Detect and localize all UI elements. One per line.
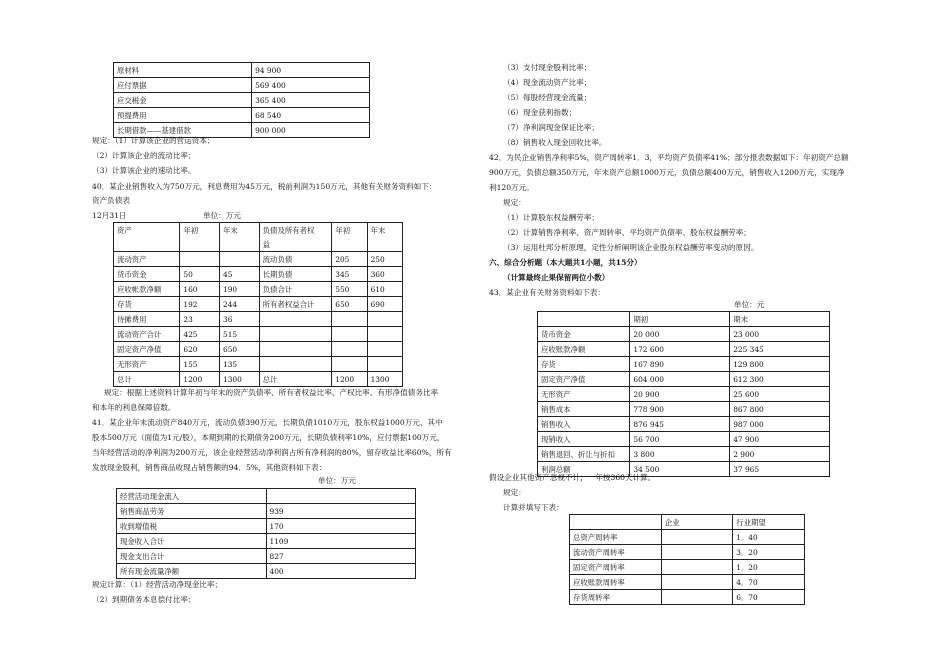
bs-row-cell xyxy=(367,342,402,357)
bs-row-cell: 应收帐款净额 xyxy=(114,282,180,297)
materials-row-cell: 569 400 xyxy=(252,78,370,93)
financial-row-cell: 无形资产 xyxy=(538,387,630,402)
bs-row xyxy=(114,372,403,387)
turnover-row-cell xyxy=(661,575,732,590)
turnover-row-cell: 存货周转率 xyxy=(570,590,662,605)
turnover-row xyxy=(570,515,805,530)
cashflow-row-cell: 170 xyxy=(266,519,416,534)
bs-row-cell: 690 xyxy=(367,297,402,312)
turnover-row-cell: 应收账款周转率 xyxy=(570,575,662,590)
cashflow-row-cell: 400 xyxy=(266,564,416,579)
turnover-row-cell xyxy=(661,560,732,575)
bs-title: 资产负债表 xyxy=(92,196,130,205)
cashflow-row-cell: 收到增值税 xyxy=(117,519,267,534)
bs-row xyxy=(114,237,403,252)
financial-row-cell: 604 000 xyxy=(630,372,730,387)
bs-row-cell: 流动资产 xyxy=(114,252,180,267)
bs-row-cell xyxy=(332,327,367,342)
financial-row-cell: 129 800 xyxy=(730,357,830,372)
turnover-row-cell: 总资产周转率 xyxy=(570,530,662,545)
financial-row xyxy=(538,387,830,402)
financial-row-cell: 利润总额 xyxy=(538,462,630,477)
materials-row xyxy=(114,63,370,78)
bs-row-cell: 负债合计 xyxy=(259,282,332,297)
q41-line-2: 股本500万元（面值为1元/股），本期到期的长期债务200万元，长期负债利率10%，应付票据100万元， xyxy=(92,433,445,442)
section-6-heading: 六、综合分析题（本大题共1小题，共15分） xyxy=(489,258,642,267)
bs-row-cell xyxy=(332,357,367,372)
bs-row xyxy=(114,297,403,312)
bs-date: 12月31日 xyxy=(92,211,127,220)
materials-row-cell: 900 000 xyxy=(252,123,370,138)
bs-row-cell xyxy=(259,327,332,342)
bs-row-cell: 155 xyxy=(180,357,220,372)
materials-table xyxy=(113,62,370,138)
bs-row-cell: 年初 xyxy=(180,223,220,238)
bs-row-cell: 所有者权益合计 xyxy=(259,297,332,312)
financial-row-cell: 225 345 xyxy=(730,342,830,357)
materials-row xyxy=(114,78,370,93)
bs-row-cell xyxy=(332,237,367,252)
bs-row xyxy=(114,342,403,357)
cashflow-table xyxy=(116,488,416,579)
turnover-row xyxy=(570,560,805,575)
bs-row-cell xyxy=(180,237,220,252)
bs-row-cell: 负债及所有者权 xyxy=(259,223,332,238)
q43-assumption: 假设企业其他资产忽视不计，一年按360天计算。 xyxy=(489,473,656,482)
financial-row-cell: 销售退回、折让与折扣 xyxy=(538,447,630,462)
financial-row xyxy=(538,327,830,342)
bs-row-cell: 650 xyxy=(220,342,260,357)
bs-row-cell: 固定资产净值 xyxy=(114,342,180,357)
t2-unit: 单位：万元 xyxy=(318,476,356,485)
turnover-table xyxy=(569,514,805,605)
q41-req-1: 规定计算：（1）经营活动净现金比率； xyxy=(92,580,223,589)
financial-row-cell: 612 300 xyxy=(730,372,830,387)
cashflow-row-cell: 经营活动现金流入 xyxy=(117,489,267,504)
cashflow-row xyxy=(117,549,416,564)
bs-row-cell: 无形资产 xyxy=(114,357,180,372)
q39-req-1: 规定：（1）计算该企业的营运资本； xyxy=(92,136,215,145)
turnover-row-cell: 6．70 xyxy=(733,590,805,605)
bs-row-cell: 550 xyxy=(332,282,367,297)
bs-row-cell: 总计 xyxy=(114,372,180,387)
bs-row-cell xyxy=(332,342,367,357)
bs-row-cell: 1300 xyxy=(367,372,402,387)
bs-row-cell: 年末 xyxy=(367,223,402,238)
q41-line-1: 41．某企业年末流动资产840万元，流动负债390万元，长期负债1010万元，股东权益1000万元，其中 xyxy=(92,418,443,427)
q43-req-1: 计算并填写下表： xyxy=(503,503,564,512)
q41-cont-6: （6）现金获利指数； xyxy=(503,108,577,117)
q42-req-2: （2）计算销售净利率、资产周转率、平均资产负债率、股东权益酬劳率； xyxy=(503,228,751,237)
q43-req-0: 规定： xyxy=(503,488,526,497)
turnover-row-cell: 3．20 xyxy=(733,545,805,560)
q41-cont-5: （5）每股经营现金流量； xyxy=(503,93,592,102)
turnover-row-cell: 4．70 xyxy=(733,575,805,590)
financial-data-table xyxy=(537,311,830,477)
q41-line-4: 发放现金股利，销售商品收现占销售额的94．5%，其他资料如下表： xyxy=(92,463,327,472)
financial-row-cell: 20 000 xyxy=(630,327,730,342)
q42-req-0: 规定： xyxy=(503,198,526,207)
financial-row-cell: 期初 xyxy=(630,312,730,327)
financial-row-cell: 20 900 xyxy=(630,387,730,402)
q40-req-2: 和本年的利息保障倍数。 xyxy=(92,403,176,412)
bs-row-cell xyxy=(220,252,260,267)
bs-unit: 单位：万元 xyxy=(203,211,241,220)
bs-row-cell xyxy=(367,357,402,372)
bs-row-cell: 135 xyxy=(220,357,260,372)
q43-intro: 43．某企业有关财务资料如下表： xyxy=(489,288,605,297)
turnover-row xyxy=(570,590,805,605)
bs-row-cell: 50 xyxy=(180,267,220,282)
financial-row-cell: 货币资金 xyxy=(538,327,630,342)
balance-sheet-table xyxy=(113,222,403,387)
bs-row-cell: 192 xyxy=(180,297,220,312)
financial-row-cell: 47 900 xyxy=(730,432,830,447)
materials-row-cell: 长期借款——基建借款 xyxy=(114,123,252,138)
q40-req-1: 规定：根据上述资料计算年初与年末的资产负债率、所有者权益比率、产权比率、有形净值债务比率 xyxy=(104,388,439,397)
q41-cont-4: （4）现金流动资产比率； xyxy=(503,78,592,87)
bs-row-cell xyxy=(259,312,332,327)
q41-cont-7: （7）净利润现金保证比率； xyxy=(503,123,599,132)
q41-line-3: 当年经营活动的净利润为200万元，该企业经营活动净利润占所有净利润的80%，留存收益比率60%，所有 xyxy=(92,448,452,457)
cashflow-row xyxy=(117,519,416,534)
turnover-row-cell xyxy=(661,530,732,545)
cashflow-row xyxy=(117,534,416,549)
financial-row-cell: 167 890 xyxy=(630,357,730,372)
financial-row-cell: 778 900 xyxy=(630,402,730,417)
bs-row-cell: 1200 xyxy=(180,372,220,387)
financial-row-cell: 34 500 xyxy=(630,462,730,477)
turnover-row-cell: 行业期望 xyxy=(733,515,805,530)
turnover-row-cell xyxy=(661,545,732,560)
financial-row-cell: 销售成本 xyxy=(538,402,630,417)
q41-cont-3: （3）支付现金股利比率； xyxy=(503,63,592,72)
bs-row-cell: 190 xyxy=(220,282,260,297)
bs-row-cell: 益 xyxy=(259,237,332,252)
turnover-row xyxy=(570,575,805,590)
cashflow-row-cell: 1109 xyxy=(266,534,416,549)
q41-cont-8: （8）销售收入现金回收比率。 xyxy=(503,138,607,147)
financial-row-cell: 3 800 xyxy=(630,447,730,462)
financial-row xyxy=(538,372,830,387)
bs-row-cell: 年末 xyxy=(220,223,260,238)
section-6-note: （计算最终止果保留两位小数） xyxy=(503,273,610,282)
financial-row-cell: 2 900 xyxy=(730,447,830,462)
bs-row xyxy=(114,312,403,327)
turnover-row-cell: 1．40 xyxy=(733,530,805,545)
cashflow-row xyxy=(117,489,416,504)
q42-line-2: 900万元，负债总额350万元，年末资产总额1000万元，负债总额400万元，销售收入1200万元，实现净 xyxy=(489,168,845,177)
cashflow-row-cell: 现金支出合计 xyxy=(117,549,267,564)
materials-row-cell: 原材料 xyxy=(114,63,252,78)
materials-row xyxy=(114,93,370,108)
financial-row xyxy=(538,432,830,447)
turnover-row-cell: 流动资产周转率 xyxy=(570,545,662,560)
bs-row-cell: 存货 xyxy=(114,297,180,312)
financial-row-cell: 25 600 xyxy=(730,387,830,402)
bs-row xyxy=(114,327,403,342)
bs-row-cell: 流动资产合计 xyxy=(114,327,180,342)
financial-row-cell: 56 700 xyxy=(630,432,730,447)
turnover-row-cell: 企业 xyxy=(661,515,732,530)
materials-row xyxy=(114,108,370,123)
financial-row xyxy=(538,342,830,357)
turnover-row-cell xyxy=(570,515,662,530)
bs-row-cell xyxy=(259,342,332,357)
cashflow-row-cell xyxy=(266,489,416,504)
financial-row xyxy=(538,357,830,372)
bs-row-cell: 1300 xyxy=(220,372,260,387)
bs-row-cell xyxy=(367,327,402,342)
bs-row-cell: 总计 xyxy=(259,372,332,387)
bs-row-cell: 345 xyxy=(332,267,367,282)
financial-row-cell: 867 800 xyxy=(730,402,830,417)
q40-intro: 40．某企业销售收入为750万元，利息费用为45万元，税前利润为150万元，其他有关财务资料如下： xyxy=(92,182,437,191)
bs-row-cell xyxy=(220,237,260,252)
bs-row-cell: 资产 xyxy=(114,223,180,238)
q39-req-2: （2）计算该企业的流动比率； xyxy=(92,151,196,160)
bs-row-cell: 160 xyxy=(180,282,220,297)
q41-req-2: （2）到期债务本息偿付比率； xyxy=(92,595,196,604)
bs-row-cell: 长期负债 xyxy=(259,267,332,282)
financial-row-cell: 期末 xyxy=(730,312,830,327)
materials-row-cell: 365 400 xyxy=(252,93,370,108)
financial-row-cell xyxy=(538,312,630,327)
q39-req-3: （3）计算该企业的速动比率。 xyxy=(92,166,196,175)
materials-row-cell: 应交税金 xyxy=(114,93,252,108)
bs-row-cell xyxy=(367,237,402,252)
bs-row-cell: 待摊费用 xyxy=(114,312,180,327)
materials-row-cell: 应付票据 xyxy=(114,78,252,93)
turnover-row-cell: 固定资产周转率 xyxy=(570,560,662,575)
financial-row xyxy=(538,402,830,417)
financial-row-cell: 987 000 xyxy=(730,417,830,432)
financial-row-cell: 现销收入 xyxy=(538,432,630,447)
q42-line-3: 利120万元。 xyxy=(489,183,534,192)
turnover-row-cell xyxy=(661,590,732,605)
bs-row-cell xyxy=(332,312,367,327)
bs-row-cell: 货币资金 xyxy=(114,267,180,282)
financial-row-cell: 应收账款净额 xyxy=(538,342,630,357)
bs-row-cell xyxy=(367,312,402,327)
bs-row-cell: 205 xyxy=(332,252,367,267)
financial-row xyxy=(538,447,830,462)
bs-row xyxy=(114,223,403,238)
financial-row-cell: 876 945 xyxy=(630,417,730,432)
bs-row-cell: 515 xyxy=(220,327,260,342)
financial-row xyxy=(538,312,830,327)
bs-row-cell: 流动负债 xyxy=(259,252,332,267)
turnover-row xyxy=(570,530,805,545)
materials-row-cell: 68 540 xyxy=(252,108,370,123)
bs-row-cell: 610 xyxy=(367,282,402,297)
cashflow-row-cell: 827 xyxy=(266,549,416,564)
financial-row-cell: 37 965 xyxy=(730,462,830,477)
bs-row-cell xyxy=(114,237,180,252)
bs-row-cell: 年初 xyxy=(332,223,367,238)
q42-req-3: （3）运用杜邦分析原理，定性分析阐明该企业股东权益酬劳率变动的原因。 xyxy=(503,243,759,252)
financial-row-cell: 销售收入 xyxy=(538,417,630,432)
cashflow-row-cell: 销售商品劳务 xyxy=(117,504,267,519)
bs-row-cell xyxy=(180,252,220,267)
bs-row xyxy=(114,252,403,267)
bs-row-cell: 360 xyxy=(367,267,402,282)
cashflow-row-cell: 939 xyxy=(266,504,416,519)
financial-row xyxy=(538,417,830,432)
q42-line-1: 42．为民企业销售净利率5%，资产周转率1．3，平均资产负债率41%；部分报表数据如下：年初资产总额 xyxy=(489,153,849,162)
bs-row xyxy=(114,282,403,297)
bs-row-cell: 620 xyxy=(180,342,220,357)
materials-row-cell: 预提费用 xyxy=(114,108,252,123)
financial-row-cell: 23 000 xyxy=(730,327,830,342)
q42-req-1: （1）计算股东权益酬劳率； xyxy=(503,213,599,222)
bs-row xyxy=(114,357,403,372)
bs-row-cell: 244 xyxy=(220,297,260,312)
t3-unit: 单位：元 xyxy=(734,300,765,309)
cashflow-row xyxy=(117,564,416,579)
bs-row-cell: 45 xyxy=(220,267,260,282)
financial-row-cell: 固定资产净值 xyxy=(538,372,630,387)
materials-row-cell: 94 900 xyxy=(252,63,370,78)
bs-row-cell: 1200 xyxy=(332,372,367,387)
bs-row-cell: 250 xyxy=(367,252,402,267)
cashflow-row xyxy=(117,504,416,519)
turnover-row xyxy=(570,545,805,560)
cashflow-row-cell: 现金收入合计 xyxy=(117,534,267,549)
bs-row-cell: 23 xyxy=(180,312,220,327)
bs-row xyxy=(114,267,403,282)
financial-row-cell: 172 600 xyxy=(630,342,730,357)
bs-row-cell: 650 xyxy=(332,297,367,312)
bs-row-cell: 425 xyxy=(180,327,220,342)
turnover-row-cell: 1．20 xyxy=(733,560,805,575)
financial-row-cell: 存货 xyxy=(538,357,630,372)
bs-row-cell xyxy=(259,357,332,372)
bs-row-cell: 36 xyxy=(220,312,260,327)
cashflow-row-cell: 所有现金流量净额 xyxy=(117,564,267,579)
